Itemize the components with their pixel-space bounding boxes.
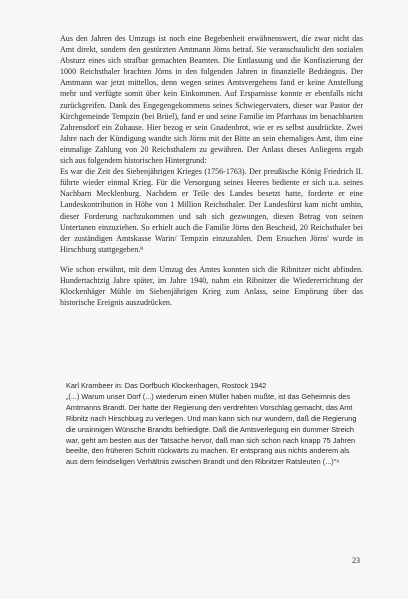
quote-block	[66, 381, 362, 468]
page-number: 23	[352, 556, 360, 565]
quote-text: „(...) Warum unser Dorf (...) wiederum einen Müller haben mußte, ist das Geheimnis des Amtmanns Brandt. Der hatte der Regierung den verdrehten Vorschlag gemacht, das Amt Ribnitz nach Hirschburg zu verlegen. Und man kann sich nur wundern, daß die Regierung die unsinnigen Wünsche Brandts befriedigte. Daß die Amtsverlegung ein dummer Streich war, geht am besten aus der Tatsache hervor, daß man sich schon nach knapp 75 Jahren beeilte, den früheren Schritt rückwärts zu machen. Er entsprang aus nichts anderem als aus dem feindseligen Verhältnis zwischen Brandt und den Ribnitzer Ratsleuten (...)“⁹	[66, 391, 357, 467]
main-text-block	[60, 33, 363, 308]
paragraph-2: Es war die Zeit des Siebenjährigen Krieges (1756-1763). Der preußische König Friedrich II. führte wieder einmal Krieg. Für die Versorgung seines Heeres bediente er sich u.a. seines Nachbarn Mecklenburg. Nachdem er Teile des Landes besetzt hatte, forderte er eine Landeskontribution in Höhe von 1 Million Reichsthaler. Der Landesfürst kam nicht umhin, dieser Forderung nachzukommen und sah sich gezwungen, diesen Betrag von seinen Untertanen einzuziehen. So erhielt auch die Familie Jörns den Bescheid, 20 Reichsthaler bei der zuständigen Amtskasse Warin/ Tempzin einzuzahlen. Dem Ersuchen Jörns' wurde in Hirschburg stattgegeben.⁸	[60, 167, 363, 254]
paragraph-gap	[60, 255, 363, 264]
quote-source: Karl Krambeer in: Das Dorfbuch Klockenhagen, Rostock 1942	[66, 381, 267, 390]
paragraph-1: Aus den Jahren des Umzugs ist noch eine Begebenheit erwähnenswert, die zwar nicht das Amt direkt, sondern den gestürzten Amtmann Jörns betraf. Sie veranschaulicht den sozialen Absturz eines sich strafbar gemachten Beamten. Die Entlassung und die Konfiszierung der 1000 Reichsthaler brachten Jörns in den folgenden Jahren in finanzielle Bedrängnis. Der Amtmann war jetzt mittellos, denn wegen seines Amtsvergehens fand er keine Anstellung mehr und verfügte somit über kein Einkommen. Auf Ersparnisse konnte er ebenfalls nicht zurückgreifen. Dank des Engegengekommens seines Schwiegervaters, dieser war Pastor der Kirchgemeinde Tempzin (bei Brüel), fand er und seine Familie im Pfarrhaus im benachbarten Zahrensdorf ein Zuhause. Hier bezog er sein Gnadenbrot, wie er es selbst ausdrückte. Zwei Jahre nach der Kündigung wandte sich Jörns mit der Bitte an sein ehemaliges Amt, ihm eine einmalige Zahlung von 20 Reichsthalern zu gewähren. Der Anlass dieses Anliegens ergab sich aus folgendem historischen Hintergrund:	[60, 34, 363, 166]
paragraph-3: Wie schon erwähnt, mit dem Umzug des Amtes konnten sich die Ribnitzer nicht abfinden. Hundertachtzig Jahre später, im Jahre 1940, nahm ein Ribnitzer die Wiedererrichtung der Klockenhäger Mühle im Siebenjährigen Krieg zum Anlass, seine Empörung über das historische Ereignis auszudrücken.	[60, 264, 363, 308]
